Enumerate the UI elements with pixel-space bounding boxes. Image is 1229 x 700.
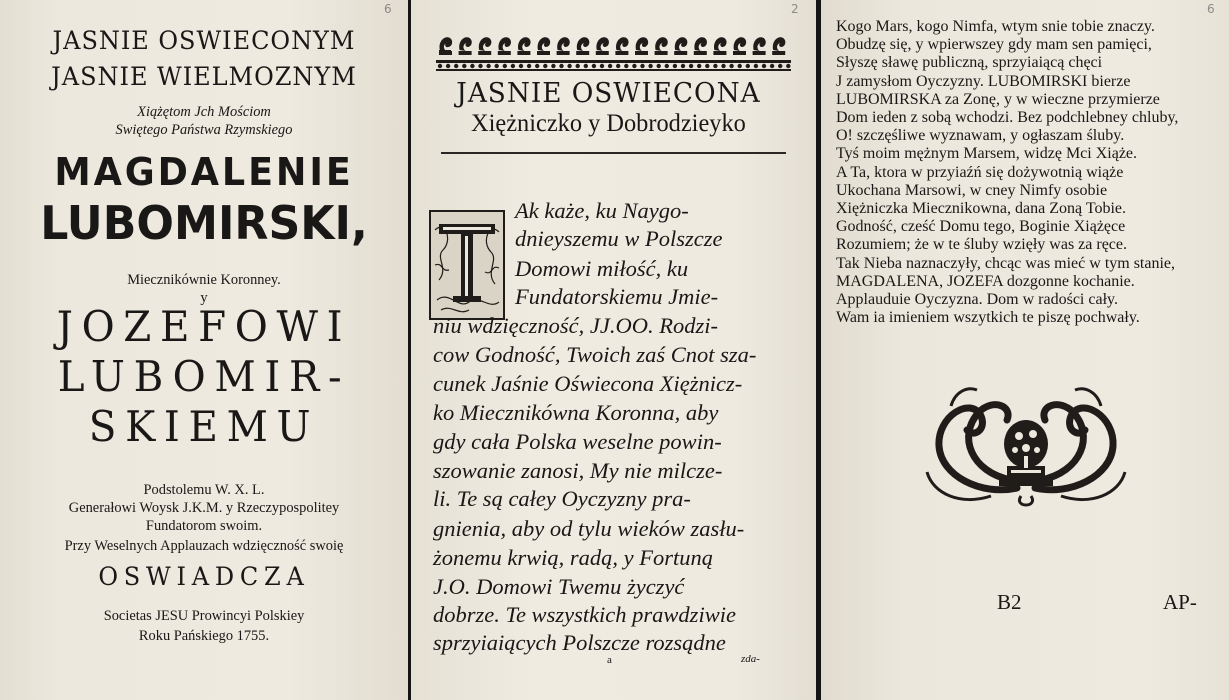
fleuron-icon bbox=[635, 37, 648, 55]
title-line: Xiążętom Jch Mościom bbox=[137, 104, 271, 120]
dedication-line: niu wdzięczność, JJ.OO. Rodzi- bbox=[433, 313, 718, 338]
verse-line: Wam ia imieniem wszytkich te piszę pochwały. bbox=[836, 309, 1140, 327]
catchword: AP- bbox=[1163, 590, 1197, 614]
fleuron-icon bbox=[557, 37, 570, 55]
dedication-line: Ak każe, ku Naygo- bbox=[515, 198, 689, 223]
fleuron-icon bbox=[596, 37, 609, 55]
title-line: y bbox=[200, 290, 208, 306]
title-line: Podstolemu W. X. L. bbox=[143, 482, 265, 498]
title-page bbox=[0, 0, 408, 700]
decorated-initial-t-icon bbox=[429, 210, 505, 320]
fleuron-icon bbox=[753, 37, 766, 55]
fleuron-icon bbox=[576, 37, 589, 55]
title-line: Roku Pańskiego 1755. bbox=[138, 628, 270, 644]
dedication-line: Domowi miłość, ku bbox=[515, 256, 689, 281]
title-line: OSWIADCZA bbox=[98, 562, 310, 591]
signature-mark: a bbox=[607, 654, 612, 666]
dedication-line: Fundatorskiemu Jmie- bbox=[515, 284, 719, 309]
dedication-subheading: Xiężniczko y Dobrodzieyko bbox=[471, 110, 746, 137]
dedication-line: gnienia, aby od tylu wieków zasłu- bbox=[433, 516, 745, 541]
verse-line: J zamysłom Oyczyzny. LUBOMIRSKI bierze bbox=[836, 72, 1131, 90]
verse-line: Słyszę sławę publiczną, sprzyiaiącą chęci bbox=[836, 54, 1103, 72]
title-line: JASNIE WIELMOZNYM bbox=[51, 62, 357, 91]
title-line: JASNIE OSWIECONYM bbox=[52, 26, 356, 55]
title-line: Miecznikównie Koronney. bbox=[127, 272, 281, 288]
dedication-line: ko Miecznikówna Koronna, aby bbox=[433, 400, 719, 425]
fleuron-icon bbox=[517, 37, 530, 55]
verse-line: LUBOMIRSKA za Zonę, y w wieczne przymierze bbox=[836, 90, 1160, 108]
dedication-line: dnieyszemu w Polszcze bbox=[515, 226, 723, 251]
fleuron-icon bbox=[772, 37, 785, 55]
fleuron-icon bbox=[478, 37, 491, 55]
title-line: Societas JESU Prowincyi Polskiey bbox=[103, 608, 305, 624]
dedication-line: dobrze. Te wszystkich prawdziwie bbox=[433, 602, 736, 627]
pencil-page-number: 2 bbox=[791, 2, 799, 16]
dedication-line: gdy cała Polska weselne powin- bbox=[433, 429, 722, 454]
fleuron-icon bbox=[733, 37, 746, 55]
dedication-heading: JASNIE OSWIECONA bbox=[456, 78, 761, 109]
fleuron-icon bbox=[655, 37, 668, 55]
verse-line: O! szczęśliwe wyznawam, y ogłaszam śluby. bbox=[836, 127, 1125, 145]
pencil-page-number: 6 bbox=[384, 2, 392, 16]
dedication-line: cow Godność, Twoich zaś Cnot sza- bbox=[433, 342, 757, 367]
title-line: Generałowi Woysk J.K.M. y Rzeczypospolitey bbox=[68, 500, 340, 516]
catchword: zda- bbox=[741, 653, 760, 665]
title-line: LUBOMIRSKI, bbox=[40, 196, 368, 250]
pencil-page-number: 6 bbox=[1207, 2, 1215, 16]
fleuron-icon bbox=[615, 37, 628, 55]
verse-line: MAGDALENA, JOZEFA dozgonne kochanie. bbox=[836, 272, 1135, 290]
verse-line: Tyś moim mężnym Marsem, widzę Mci Xiąże. bbox=[836, 145, 1138, 163]
verse-line: Rozumiem; że w te śluby wzięły was za ręce. bbox=[836, 236, 1127, 254]
signature-mark: B2 bbox=[997, 590, 1022, 614]
dedication-line: cunek Jaśnie Oświecona Xiężnicz- bbox=[433, 371, 743, 396]
dedication-line: sprzyiaiących Polszcze rozsądne bbox=[433, 630, 726, 655]
fleuron-icon bbox=[537, 37, 550, 55]
verse-page bbox=[821, 0, 1229, 700]
dedication-line: szowanie zanosi, My nie milcze- bbox=[433, 458, 723, 483]
title-line: SKIEMU bbox=[88, 402, 320, 451]
title-line: Swiętego Państwa Rzymskiego bbox=[115, 122, 293, 138]
fleuron-icon bbox=[713, 37, 726, 55]
verse-line: Godność, cześć Domu tego, Boginie Xiążęce bbox=[836, 218, 1126, 236]
divider-rule bbox=[441, 152, 786, 154]
fleuron-icon bbox=[674, 37, 687, 55]
fleuron-icon bbox=[459, 37, 472, 55]
verse-line: Xiężniczka Miecznikowna, dana Zoną Tobie. bbox=[836, 200, 1127, 217]
title-line: LUBOMIR- bbox=[57, 352, 351, 401]
dedication-line: J.O. Domowi Twemu życzyć bbox=[433, 574, 685, 599]
verse-line: Obudzę się, y wpierwszey gdy mam sen pamięci, bbox=[836, 36, 1152, 54]
verse-line: Dom ieden z sobą wchodzi. Bez podchlebney chluby, bbox=[836, 109, 1179, 126]
dedication-line: żonemu krwią, radą, y Fortuną bbox=[433, 545, 713, 570]
dedication-page bbox=[411, 0, 816, 700]
verse-line: Tak Nieba naznaczyły, chcąc was mieć w tym stanie, bbox=[836, 254, 1176, 272]
verse-line: Ukochana Marsowi, w cney Nimfy osobie bbox=[836, 181, 1108, 199]
fleuron-icon bbox=[498, 37, 511, 55]
title-line: Fundatorom swoim. bbox=[145, 518, 263, 534]
title-line: JOZEFOWI bbox=[56, 302, 352, 351]
verse-line: A Ta, ktora w przyiaźń się dożywotnią wiąże bbox=[836, 163, 1124, 181]
dedication-line: li. Te są całey Oyczyzny pra- bbox=[433, 486, 691, 511]
verse-line: Kogo Mars, kogo Nimfa, wtym snie tobie znaczy. bbox=[836, 18, 1155, 35]
title-line: MAGDALENIE bbox=[54, 150, 354, 194]
foliage-vignette-icon bbox=[921, 376, 1131, 516]
fleuron-icon bbox=[694, 37, 707, 55]
verse-line: Applauduie Oyczyzna. Dom w radości cały. bbox=[836, 291, 1118, 308]
title-line: Przy Weselnych Applauzach wdzięczność swoię bbox=[64, 538, 344, 554]
ornament-headband-icon bbox=[436, 30, 791, 74]
